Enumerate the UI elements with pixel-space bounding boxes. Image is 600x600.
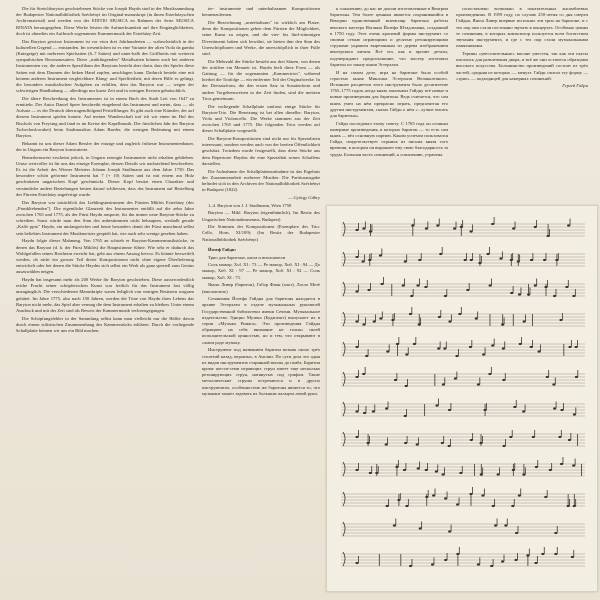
german-russian-column	[202, 6, 320, 398]
signature: — György Gábry	[288, 194, 320, 200]
paragraph: ter- instrumente und unterhaltsamen Kompositionen kennenzulernen.	[202, 6, 320, 18]
manuscript-score-drawing	[327, 206, 597, 591]
paragraph: Сочинения Йозефа Гайдна для баритона находятся в архиве Эстерхази в отделе музыкальных рукописей Государственной библиотеки имени Сечени. Музыкальное издательство Эдицио Музика (Будапешт) выпускает их в серии «Музыка Ринага». Эти произведения Гайдна обращают на себя внимание не только своей исполнительской ценностью, но и тем, что открывают в самом роде музыку.	[202, 296, 320, 345]
russian-performers: Янош Ливер (баритон), Габор Фиан (альт), Ласло Мезё (виолончель)	[202, 282, 320, 294]
paragraph: Die Mehrzahl der Stücke besteht aus drei Sätzen, von denen der mittlere ein Menuett ist. Haydn hielt diese Form — als Gattung — für die sogenannten „Kammertrios", während hierbei die Tonfolge — ein entfernter Teil der Originalwerke. In der Dreisatzform, die den ersten Satz in Sonatenform und andere Vorgehensweisen in der Zeit finden, sind die meisten Trios gemeinsam.	[202, 58, 320, 101]
paragraph: к сожалению, до нас не дошли изготовленные в Венгрии баритоны. Тем более ценным является сохранившийся в Венгрии единственный экземпляр баритона работы венского мастера Иоганна Йозефа Штадльмана, созданный в 1750 году. Этот очень красивой формы инструмент со своими семью играющими и десятью резонирующими струнами украшен вырезанным из дерева изображением венгерского витязя. Всё это, как и прочие детали, подтверждают предположение, что мастер изготовил баритон по заказу князя Эстерхази.	[330, 6, 448, 67]
paragraph: И на самом деле, игра на баритоне была особой страстью князя Миклоша Эстерхази Великолепного. Истинное расцветом этого инструмента было десятилетие 1765–1775 годов, когда князь заказывал Гайдну всё новые и новые произведения для баритона. Ведь считается, что сам князь умел на нём прекрасно играть, предпочитая его другим инструментам, сказал Гайдн о нём «...лучше писать для баритона».	[330, 69, 448, 118]
track-title: 1–4. Baryton von J. J. Stadlmann, Wien 1750	[208, 202, 292, 208]
paragraph: Die ältere Beschreibung des Instrumentes ist in einem Buch des Stadt Leit von 1647 zu ermitteln. Der Autor Daniel Speer beschreibt eingehend das Instrument und meint, dass — als Aufsatz — es der Deutsch überrragendfolgend Festtellfunger. Es gibt auch eine Künstler, der auf diesem Instrument spielen konnte. Auf meiner Wanderschaft traf ich wir einen im Hof des Bischofs von Freysing und fand es im Kreise der Kapellmusik. Der fürstlichen Jahr der Baryton Tschechoslowakei) beim Stadtmusikus Adam Baeder, die wenigen Bedeutung mit einem Baryton.	[16, 95, 194, 139]
paragraph: Bemerkenswert erscheint jedoch, in Ungarn erzeugte Instrumente nicht erhalten geblieben. Umso wertvoller ist für uns das einzige Exemplar, dessen Details wir nachstehend beschreiben. Es ist die Arbeit des Wiener Meisters Johann Joseph Stadlmann aus dem Jahre 1750. Das besondere schön geformte Instrument hat 7 (+ 10) Saiten und ist mit einem aus Holz geschnitzten ungarischen Kopf geschmückt. Dieser Kopf besitzt einen Charakter und versinnliche andere Beziehungen besten darauf schliessen, dass das Instrument auf Bestellung des Fürsten Esterházy angefertigt wurde.	[16, 154, 194, 197]
paragraph: Die vorliegende Schallplatte umfasst einige Stücke für Baryton-Trio. Die Besetzung ist bei allen dieselbe: Baryton, Viola und Violoncello. Die Werke stammen aus der Zeit zwischen 1765 und 1775. Die folgenden Trios werden auf dieser Schallplatte vorgestellt.	[202, 103, 320, 134]
paragraph: Термин «увеселительные» вполне уместен, так как эти пьесы писались для развлечения двора, и всё же они остаются образцами высокого искусства. Большинство произведений состоит из трёх частей, средняя из которых — менуэт. Гайдн считал эту форму — «трио» — подходящей для камерных сочинений.	[456, 50, 588, 81]
russian-section	[202, 247, 320, 397]
track-note: Die Stimmen der Kompositionen (Exemplare des Trio: Cello, Horn, XI/109): (Im Besitz der Budapester Nationalbibliothek Széchényi)	[202, 224, 320, 242]
paragraph: Das Baryton gewisse Instrument ist vor etwa drei Jahrhunderten — wahrscheinlich in der kulturellen Gegend — entstanden. Im wesentlichen ist es eine Variante der alten Viola da gamba (Kniegeige) mit mehreren Spielsaiten (6–7 Saiten) und unter-halb des Griffbretts mit weiteren sympathischen Resonanzsaiten. Diese „mitklingenden" Metallsaiten können auch bei anderen Instrumenten vor, die anderes Spezifikum des Barytons besteht aber darin, dass der Spieler diese Saiten mit dem Daumen der linken Hand zupfen, anschlagen kann. Dadurch besteht eine mit keinem anderen Instrument vergleichbare Klang- und Spielfreiheit, mit deren Hilfe es gelingt, die besonders musikalischen Aufgaben zu erfüllen, dem das Baryton war — wegen der schwierigen Handhabung — allerdings nur kurze Zeit und in wenigen Kreisen gebräuchlich.	[16, 38, 194, 94]
paragraph: Гайдн последовал этому совету. С 1765 года он сочинял камерные произведения, в которых баритон — то есть сам князь — вёл основную партию. Каким успехом пользовался Гайдн, свидетельствует отрывок из письма князя того времени, в котором он выражает ему свою благодарность за труды. Большая часть сочинений, к сожалению, утрачена.	[330, 120, 448, 157]
russian-text-column-right	[456, 6, 588, 91]
paragraph: Haydn folgte dieser Mahnung. Von 1765 an schrieb er Baryton-Kammermusikstücke, in denen das Baryton (d. h. der Fürst Miklós) die Hauptstimme führte. Wie sehr er dadurch das Wohlgefallen seines Brotherrn erreicht hat, geht aus einem Auszug hervor. Es könnte bezweifelt werden, ob nicht ein grosser Teil dieser Kompositionen nicht ohne eigene Überlieferung entwickelt oder bei denen die Stücke Haydns sich selbst ein Werk als ganz speziell zum Genius auszuwählen neigen.	[16, 238, 194, 275]
paragraph: Bekannt ist uns dieser Adam Bessler der einzige und zugleich früheste Instrumentenbauer, der in Ungarn ein Baryton konstruierte.	[16, 140, 194, 152]
paragraph: Die Schöpfungsfehler in der Sammlung selbst kann man vielleicht nur die Hälfte davon durch einem stilistischen Zusammenhang des Kammerstücks erklären. Durch die vorliegende Schallplatte können wir uns ein Bild machen.	[16, 315, 194, 334]
paragraph: сопоставлено возможно в показательных ансамблевых произведениях. В 1959 году, по случаю 250-летия со дня смерти Гайдна, Янош Ливер впервые исполнил эти трио на баритоне, и с тех пор они стали постоянно звучать в концертах. Особенно ценны те сочинения, в которых композитор пользуется всем богатством звучания инструмента, и где с тех пор стали музыкальными памятниками.	[456, 6, 588, 49]
paragraph: Haydn hat insgesamt mehr als 200 Werke für Baryton geschrieben. Diese ausserordentlich reiche Frucht seiner schöpferischen Kunst war freilich für das Instrument fast völlig unzugänglich. Die verschiedenen Manuskripte waren lediglich von wenigen Besitzern sorgsam gehütet. Im Jahre 1775, also nach 150 Jahren, werden die Töne von Haydn ihres Lebens das Baryton nicht mehr, das Spiel aber vermag die dem Instrument erhalten zu bleiben. Unter einem Ausdruck und mit der Zeit sind als Beweis der Kammermusik verlorengegangen.	[16, 277, 194, 314]
russian-title: Йозеф Гайдн:	[208, 246, 237, 252]
track-note: Baryton — Mikl. Baryton (eigenthümlich), Im Besitz des Ungarischen Nationalmuseums, Budapest)	[202, 210, 320, 222]
paragraph: Die Baryton-Kompositionen sind nicht nur für Spezialisten interessant, sondern werden auch von der breiten Öffentlichkeit geschätzt. Trotzdem wurde festgestellt, dass diese Stücke aus dem Repertoire Haydns die eine Spezialität seines Schaffens darstellen.	[202, 136, 320, 166]
manuscript-score-image	[326, 205, 598, 592]
paragraph: Die für Streichbaryton geschriebenen Stücke von Joseph Haydn sind in der Musiksammlung der Budapester Nationalbibliothek Széchényi im Original-manuskript (in ihnen Esterházyschen Archivmaterial) und werden von der EDITIO MUSICA en Rahmen der Serie MUSICA RINATA herausgegeben. Diese Werke leisten die Aufmerksamkeit auf ihre Eingänglichkeiten, doch ist ohnedies ein Aufbruch sogenannter Kammermusik der Esterházy-Zeit.	[16, 6, 194, 36]
russian-text-column	[330, 6, 448, 159]
paragraph: Die Aufnahmen der Schallplattenaufnahme ist das Ergebnis der Zusammenarbeit mehrerer Musiker. Die Partiturausgabe befindet sich in den Archiven der Nationalbibliothek Széchényi in Budapest (1822).	[202, 168, 320, 193]
russian-subtitle: Трио для баритона, альта и виолончели	[208, 254, 286, 260]
german-text-column	[16, 6, 194, 592]
paragraph: Die Bezeichnung „unterhaltsam" ist wirklich am Platze, denn die Kompositionen geben dem Fürsten die Möglichkeit, seine Kunst zu zeigen, und die vier- bis fünf-stimmigen Divertimenti haben sich bewährt, sie bieten ihm den Sinn des Unerschöpfbaren und Werke, die unerschöpflich in ihrer Fülle sind.	[202, 19, 320, 56]
russian-catalog: Соль мажор, Xol. XI : 73 — Ре мажор, Хоб. XI : 94 — До мажор, Хоб. XI : 97 — Ре мажор, Хоб. XI : 92 — Соль мажор, Хоб. XI : 73.	[202, 262, 320, 280]
paragraph: Инструмент под названием баритон возник около трёх столетий назад, вероятно, в Англии. По сути дела это один из видов инструментов старинной виолы да гамба. Баритон кроме шести-семи играющих струн имеет еще несколько резонирующих струн, натянутых под грифом. Такие металлические струны встречаются и в других инструментах, особенностью же баритона является то, что музыкант может задевать их большим пальцем левой руки.	[202, 347, 320, 396]
paragraph: Das Baryton war tatsächlich das Lieblingsinstrument des Fürsten Miklós Esterházy (des „Prunkliebenden"). Die eigentliche Glanzzeit des Instrumentes entfällt auf die zehn Jahre zwischen 1765 und 1775, als der Fürst Haydn ansporte, für ihn immer neue Baryton-Stücke zu schreiben. Sonst würde man den Sinn des unbestimmten nicht behaupten, weshalb gerade „Kaffe ppio" Haydn, ein umfangreiches und heute besonders damit der Fürst manchmal selbst sein beliebtes Instrument der Musikmeister gespielt hat, wie auch sehr wenige gesehen haben.	[16, 199, 194, 236]
signature: Гергей Габри	[562, 83, 588, 89]
